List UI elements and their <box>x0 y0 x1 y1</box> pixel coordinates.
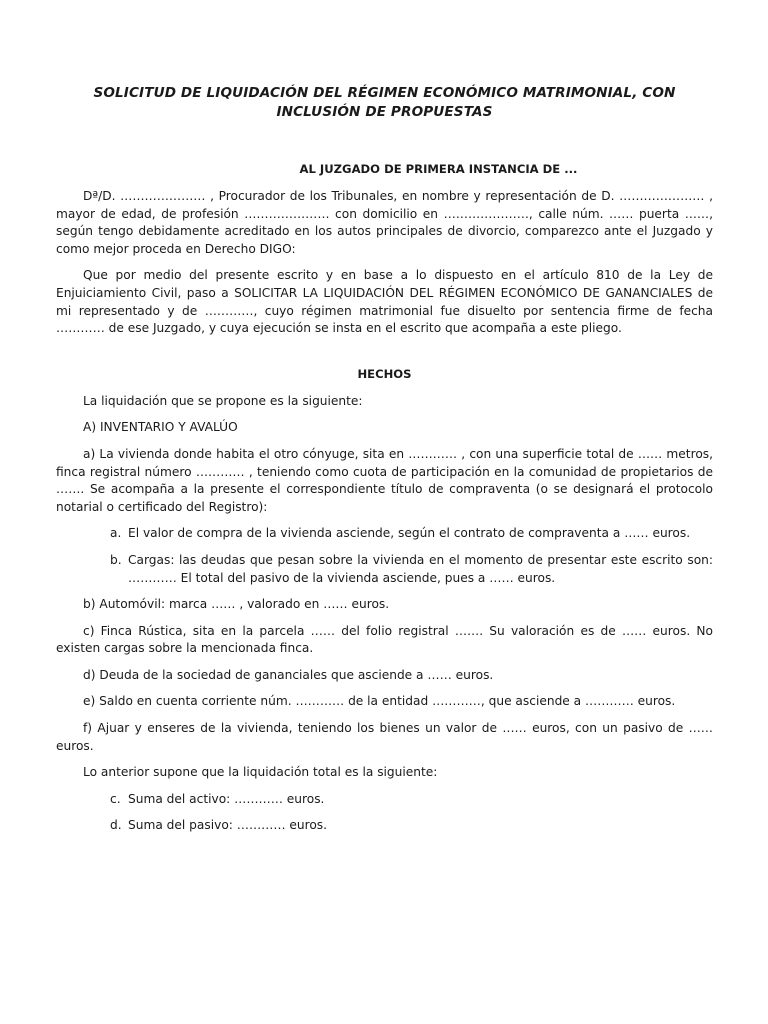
hechos-intro: La liquidación que se propone es la siguiente: <box>83 393 363 408</box>
document-title: SOLICITUD DE LIQUIDACIÓN DEL RÉGIMEN ECONÓMICO MATRIMONIAL, CON INCLUSIÓN DE PROPUESTAS <box>93 85 676 120</box>
intro-paragraph-1: Dª/D. ………………… , Procurador de los Tribunales, en nombre y representación de D. ………………… , mayor de edad, de profesión ………………… con domicilio en …………………, calle núm. …… puerta ……, según tengo debidamente acreditado en los autos principales de divorcio, comparezco ante el Juzgado y como mejor proceda en Derecho DIGO: <box>56 189 713 256</box>
hechos-heading: HECHOS <box>357 366 412 381</box>
list-marker: b. <box>110 552 122 567</box>
list-item <box>56 817 713 835</box>
item-d-deuda: d) Deuda de la sociedad de gananciales que asciende a …… euros. <box>83 667 494 682</box>
list-item <box>56 791 713 809</box>
list-item-text: El valor de compra de la vivienda asciende, según el contrato de compraventa a …… euros. <box>128 526 691 541</box>
item-c-finca: c) Finca Rústica, sita en la parcela …… del folio registral ……. Su valoración es de …… euros. No existen cargas sobre la mencionada finca. <box>56 623 713 656</box>
summary-sublist <box>56 791 713 835</box>
list-item-text: Cargas: las deudas que pesan sobre la vivienda en el momento de presentar este escrito son: ………… El total del pasivo de la vivienda asciende, pues a …… euros. <box>128 552 713 585</box>
item-b-automovil: b) Automóvil: marca …… , valorado en …… euros. <box>83 597 390 612</box>
summary-intro: Lo anterior supone que la liquidación total es la siguiente: <box>83 765 438 780</box>
item-f-ajuar: f) Ajuar y enseres de la vivienda, teniendo los bienes un valor de …… euros, con un pasivo de …… euros. <box>56 721 713 753</box>
item-e-saldo: e) Saldo en cuenta corriente núm. ………… de la entidad …………, que asciende a ………… euros. <box>83 694 676 709</box>
vivienda-sublist <box>56 525 713 587</box>
list-marker: a. <box>110 526 122 541</box>
court-heading: AL JUZGADO DE PRIMERA INSTANCIA DE ... <box>299 162 578 176</box>
item-a-vivienda: a) La vivienda donde habita el otro cónyuge, sita en ………… , con una superficie total de …… metros, finca registral número ………… , teniendo como cuota de participación en la comunidad de propietarios de ……. Se acompaña a la presente el correspondiente título de compraventa (o se designará el protocolo notarial o certificado del Registro): <box>56 446 713 514</box>
list-item <box>56 525 713 543</box>
list-item-text: Suma del activo: ………… euros. <box>128 791 325 806</box>
intro-paragraph-2: Que por medio del presente escrito y en base a lo dispuesto en el artículo 810 de la Ley de Enjuiciamiento Civil, paso a SOLICITAR LA LIQUIDACIÓN DEL RÉGIMEN ECONÓMICO DE GANANCIALES de mi representado y de …………, cuyo régimen matrimonial fue disuelto por sentencia firme de fecha ………… de ese Juzgado, y cuya ejecución se insta en el escrito que acompaña a este pliego. <box>56 268 713 336</box>
list-marker: c. <box>110 791 121 806</box>
section-a-heading: A) INVENTARIO Y AVALÚO <box>83 420 238 435</box>
list-item <box>56 552 713 587</box>
list-marker: d. <box>110 818 122 833</box>
list-item-text: Suma del pasivo: ………… euros. <box>128 818 328 833</box>
